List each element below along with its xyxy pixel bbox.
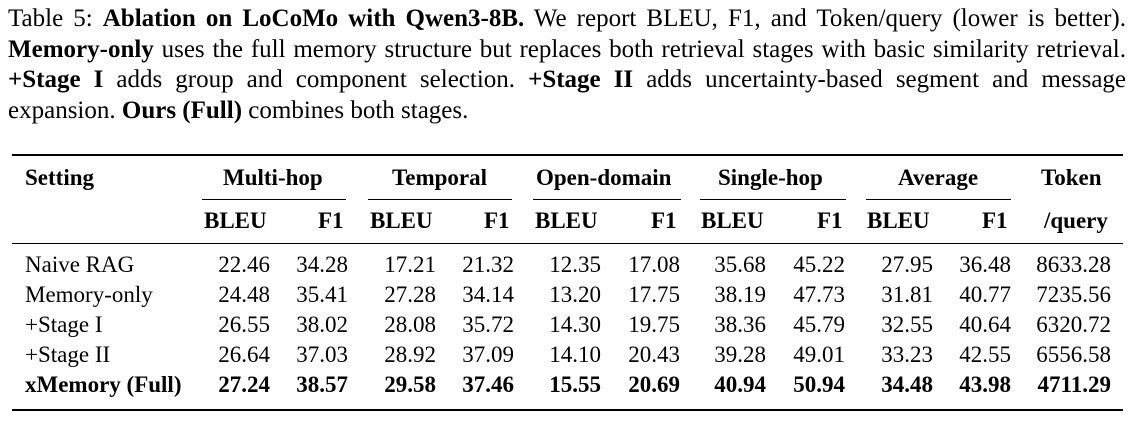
row-token-value: 4711.29: [1037, 372, 1111, 397]
subheader-f1: F1: [318, 208, 344, 233]
row-score-value: 40.94: [714, 372, 766, 397]
row-score-value: 37.46: [462, 372, 514, 397]
row-score-value: 34.48: [881, 372, 933, 397]
row-score-value: 15.55: [549, 372, 601, 397]
row-setting: xMemory (Full): [25, 372, 182, 397]
row-score-value: 45.22: [793, 252, 845, 277]
row-score-value: 38.36: [714, 312, 766, 337]
row-score-value: 31.81: [881, 282, 933, 307]
row-score-value: 34.14: [462, 282, 514, 307]
subheader-bleu: BLEU: [535, 208, 598, 233]
row-score-value: 43.98: [959, 372, 1011, 397]
row-setting: +Stage II: [25, 342, 111, 367]
subheader-bleu: BLEU: [867, 208, 930, 233]
caption-bold-term: Memory-only: [8, 35, 154, 63]
subheader-f1: F1: [982, 208, 1008, 233]
row-score-value: 38.57: [296, 372, 348, 397]
caption-bold-term: +Stage II: [528, 66, 634, 93]
row-score-value: 28.92: [384, 342, 436, 367]
table-row: [0, 312, 1131, 342]
group-rule-singlehop: [700, 199, 846, 200]
caption-bold-term: +Stage I: [8, 66, 104, 93]
table-header-rule: [12, 243, 1123, 244]
row-score-value: 27.95: [881, 252, 933, 277]
subheader-f1: F1: [651, 208, 677, 233]
row-score-value: 42.55: [959, 342, 1011, 367]
header-token-query: /query: [1044, 208, 1108, 233]
row-score-value: 35.41: [296, 282, 348, 307]
table-top-rule: [12, 154, 1123, 156]
row-score-value: 26.55: [218, 312, 270, 337]
row-score-value: 34.28: [296, 252, 348, 277]
table-row: [0, 282, 1131, 312]
row-score-value: 40.77: [959, 282, 1011, 307]
row-score-value: 22.46: [218, 252, 270, 277]
row-score-value: 49.01: [793, 342, 845, 367]
header-group-opendomain: Open-domain: [536, 165, 672, 190]
group-rule-opendomain: [533, 199, 681, 200]
header-group-average: Average: [898, 165, 979, 190]
row-score-value: 32.55: [881, 312, 933, 337]
row-score-value: 24.48: [218, 282, 270, 307]
row-score-value: 17.08: [628, 252, 680, 277]
row-token-value: 7235.56: [1036, 282, 1111, 307]
table-row: [0, 372, 1131, 402]
row-score-value: 37.03: [296, 342, 348, 367]
row-score-value: 35.68: [714, 252, 766, 277]
row-score-value: 33.23: [881, 342, 933, 367]
row-score-value: 45.79: [793, 312, 845, 337]
row-setting: Naive RAG: [25, 252, 135, 277]
subheader-bleu: BLEU: [370, 208, 433, 233]
row-token-value: 6320.72: [1036, 312, 1111, 337]
row-score-value: 35.72: [462, 312, 514, 337]
row-score-value: 50.94: [793, 372, 845, 397]
subheader-bleu: BLEU: [204, 208, 267, 233]
row-score-value: 37.09: [462, 342, 514, 367]
row-score-value: 38.02: [296, 312, 348, 337]
row-score-value: 40.64: [959, 312, 1011, 337]
header-token: Token: [1041, 165, 1102, 190]
caption-bold-term: Ours (Full): [121, 96, 243, 124]
row-score-value: 39.28: [714, 342, 766, 367]
row-score-value: 29.58: [384, 372, 436, 397]
caption-text: combines both stages.: [242, 96, 469, 124]
subheader-bleu: BLEU: [701, 208, 764, 233]
row-score-value: 14.30: [549, 312, 601, 337]
caption-label: Table 5:: [8, 5, 103, 32]
header-group-temporal: Temporal: [392, 165, 487, 190]
row-score-value: 27.28: [384, 282, 436, 307]
subheader-f1: F1: [484, 208, 510, 233]
caption-text: adds group and component selection.: [103, 66, 529, 93]
row-setting: Memory-only: [25, 282, 153, 307]
caption-text: uses the full memory structure but replaces both retrieval stages with basic similarity retrieval.: [153, 35, 1126, 63]
table-row: [0, 252, 1131, 282]
row-score-value: 26.64: [218, 342, 270, 367]
group-rule-average: [866, 199, 1011, 200]
caption-text: adds uncertainty-based segment and message expansion.: [8, 66, 1127, 124]
row-token-value: 6556.58: [1036, 342, 1111, 367]
row-score-value: 17.75: [628, 282, 680, 307]
table-caption: [8, 4, 1126, 126]
row-score-value: 20.43: [628, 342, 680, 367]
header-group-multihop: Multi-hop: [223, 165, 323, 190]
group-rule-temporal: [368, 199, 512, 200]
row-score-value: 47.73: [793, 282, 845, 307]
subheader-f1: F1: [817, 208, 843, 233]
row-token-value: 8633.28: [1036, 252, 1111, 277]
group-rule-multihop: [202, 199, 346, 200]
row-score-value: 17.21: [384, 252, 436, 277]
row-score-value: 20.69: [628, 372, 680, 397]
caption-title: Ablation on LoCoMo with Qwen3-8B.: [102, 5, 525, 32]
caption-text: We report BLEU, F1, and Token/query (lower is better).: [524, 5, 1126, 32]
header-group-singlehop: Single-hop: [718, 165, 823, 190]
row-score-value: 36.48: [959, 252, 1011, 277]
row-score-value: 19.75: [628, 312, 680, 337]
row-score-value: 12.35: [549, 252, 601, 277]
row-score-value: 38.19: [714, 282, 766, 307]
row-score-value: 14.10: [549, 342, 601, 367]
header-setting: Setting: [25, 165, 94, 190]
row-score-value: 13.20: [549, 282, 601, 307]
row-score-value: 21.32: [462, 252, 514, 277]
table-bottom-rule: [12, 409, 1123, 411]
table-row: [0, 342, 1131, 372]
row-setting: +Stage I: [25, 312, 103, 337]
row-score-value: 27.24: [218, 372, 270, 397]
row-score-value: 28.08: [384, 312, 436, 337]
